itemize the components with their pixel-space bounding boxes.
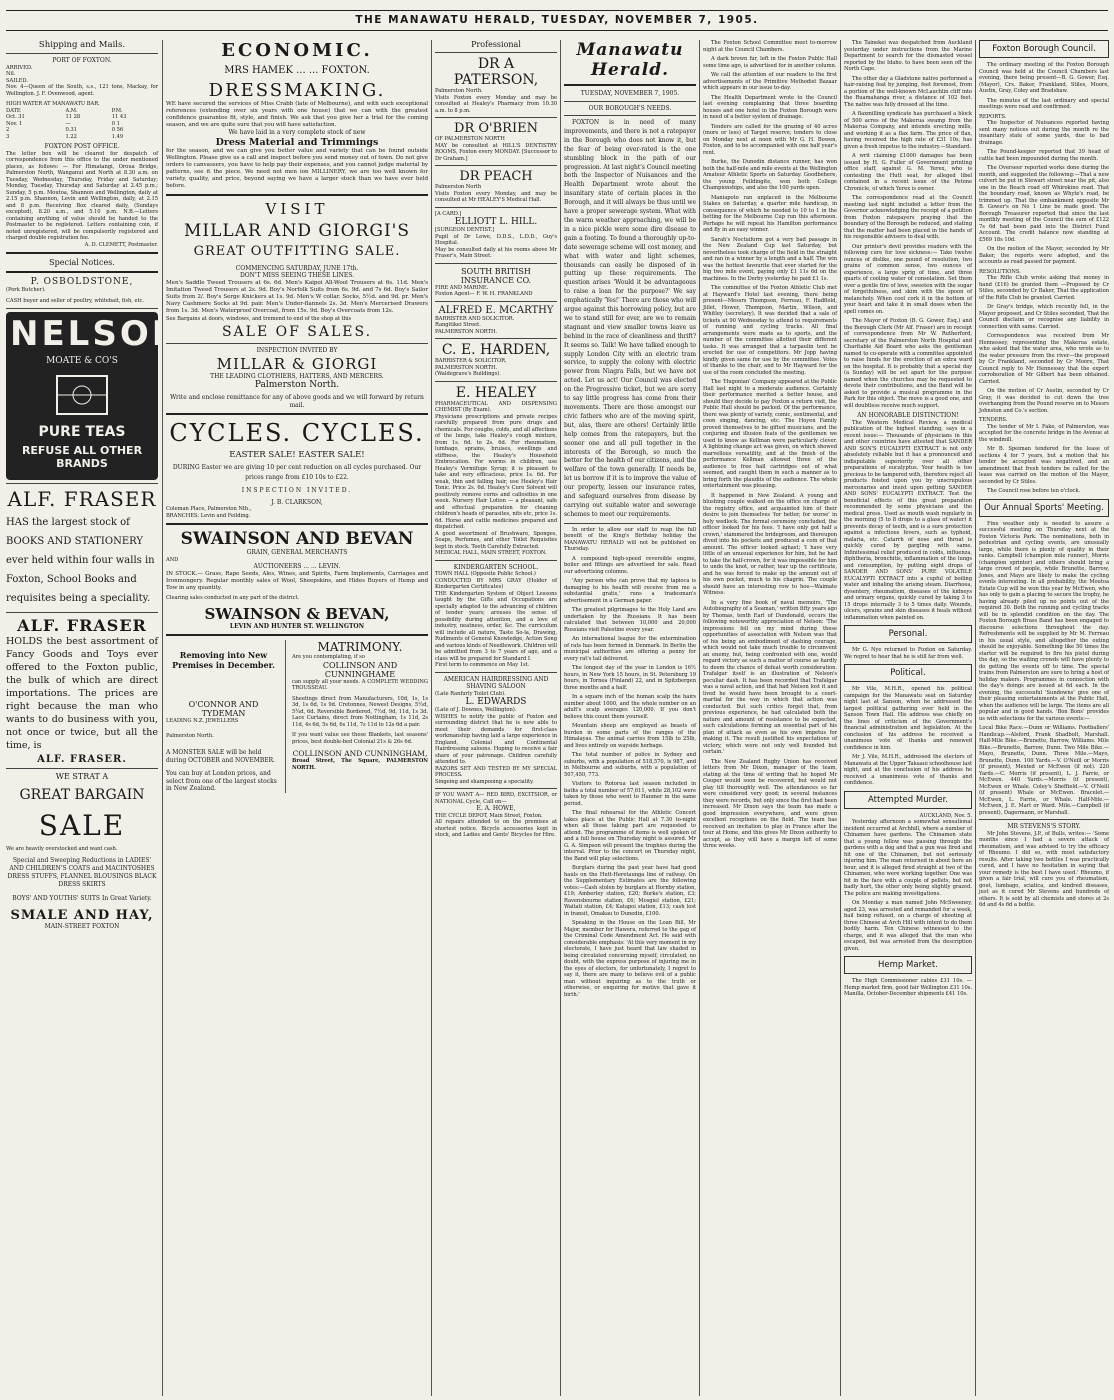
blankets-text: If you want value see these Blankets, last seasons' prices, best double-bed Colonial 21s & 26s 6d. [292, 732, 428, 745]
howe-name: E. A. HOWE, [476, 805, 516, 812]
masthead-bottom-rule [6, 30, 1108, 31]
sale-heading: SALE [38, 809, 126, 842]
news-item: Our printer's devil provides readers with the following cure for love sickness:— Take twelve ounces of dislike, one pound of resolution, two grains of common sense, two ounces of experience, a large sprig of time, and three quarts of cooling water of consolation. Set them over a gentle fire of love, sweeten with the sugar of forgetfulness, and skim with the spoon of melancholy. When cool cork it in the bottom of your heart and take it in small doses when the spell comes on. [844, 243, 972, 315]
tide-row [6, 134, 158, 141]
news-item: The Tainekei was despatched from Auckland yesterday under instructions from the Marine Department to search for the dismasted vessel reported by the Idaho. to have been seen off the North Cape. [844, 40, 972, 72]
tide-cell: 0 56 [111, 127, 124, 133]
obrien-text: MAY be consulted at HILL'S DENTISTRY ROOMS, Foxton every MONDAY. [Successor to Dr Graham.] [435, 142, 557, 162]
column-divider [840, 40, 841, 1396]
news-item: Mr J. Vile, M.H.R., addressed the electors of Manawatu at the Upper Takaaui schoolhouse last night, and at the conclusion of his address he received a unanimous vote of thanks and confidence. [844, 754, 972, 786]
town-hall: TOWN HALL (Opposite Public School.) [435, 571, 536, 577]
news-item: Mr Vile, M.H.R., opened his political campaign for the Manawatu seat on Saturday night last at Sanson, when he addressed the largest political gathering ever held in the Sanson Town Hall. His address was chiefly on the lines of criticism of the Government's financial administration and legislation. At the conclusion of his address he received a unanimous vote of thanks and renewed confidence in him. [844, 686, 972, 751]
column-divider [431, 40, 432, 1396]
news-item: The greatest pilgrimages to the Holy Land are undertaken by the Russians. It has been calculated that between 10,000 and 20,000 Russians visit Palestine every year. [564, 607, 696, 633]
boys-suits-text: BOYS' AND YOUTHS' SUITS In Great Variety. [12, 894, 152, 902]
news-item: Visitors to Rotorua last season included in baths a total number of 57,611, while 28,102 were taken by those who went to Hanmer in the same period. [564, 781, 696, 807]
news-item: In a square inch of the human scalp the hairs number about 1000, and the whole number on an adult's scalp averages 120,000. If you don't believe this count them yourself. [564, 694, 696, 720]
news-item: On the motion of Cr Austin, seconded by Cr Gray, it was decided to cut down the tree overhanging from the Pound reserve on to Messrs Johnston and Co.'s section. [979, 388, 1109, 414]
column-divider [560, 40, 561, 1396]
peach-name: DR PEACH [459, 169, 533, 184]
and-text: AND [166, 556, 179, 563]
news-item: 'Any person who can prove that my tapioca is damaging to his health will receive from me a substantial gratis,' runs a tradesman's advertisement in a German paper. [564, 578, 696, 604]
peach-text: Visits Foxton every Monday, and may be consulted at Mr HEALEY'S Medical Hall. [435, 190, 557, 203]
obrien-name: DR O'BRIEN [454, 121, 538, 136]
ranfurly: (Late Ranfurly Toilet Club). [435, 690, 506, 697]
edwards-name: L. EDWARDS [465, 697, 527, 707]
overstocked-text: We are heavily overstocked and want cash. [6, 846, 118, 852]
post-office-text: The letter box will be cleared for despatch of correspondence from this office to the under mentioned places, as follows: — For Himatangi, Oroua Bridge, Palmerston North, Wanganui and North at 8.30 a.m. on Tuesday, Wednesday, Thursday, Friday and Saturday; Monday, Tuesday, Thursday and Saturday at 2.45 p.m.; Sunday, 5 p.m. Moutoa, Shannon and Wellington, daily at 2.15 p.m. Shannon, Levin and Wellington, daily, at 2.15 and 8 p.m. Receiving Box cleared daily, (Sundays excepted), 8.20 a.m., and 5.10 p.m. N.B.—Letters containing anything of value should be handed to the Postmaster to be registered. Letters containing coin, if noted unregistered, will be compulsorily registered and charged double registration fee. [6, 150, 158, 241]
tide-cell: 11 43 [111, 114, 127, 120]
singeing-text: Singeing and shampooing a speciality. [435, 778, 534, 785]
news-item: A dark brown fur, left in the Foxton Public Hall some time ago, is advertised for in another column. [703, 56, 837, 69]
news-item: The Overseer reported works done during the month, and suggested the following:—That a new culvert be put in Stewart street near the pit, also one in the Beach road off Whirokino road. That the boundary road, known as Whyte's road, be trimmed up. That the embankment opposite Mr B. Gower's on No 1 Line be made good. The Borough Treasurer reported that since the last monthly meeting of the Council the sum of £122 7s 6d had been paid into the District Fund Account. The credit balance now standing at £569 18s 10d. [979, 165, 1109, 243]
shipping-title: Shipping and Mails. [38, 40, 126, 50]
clearing-sales: Clearing sales conducted in any part of the district. [166, 595, 300, 602]
waldegrave: (Waldegrave's Buildings). [435, 371, 501, 377]
kindergarten-conducted: CONDUCTED BY MRS GRAY (Holder of Kindergarten Certificates) [435, 577, 557, 590]
postmaster: A. D. CLEMETT, Postmaster. [84, 241, 158, 248]
post-office-heading: FOXTON POST OFFICE. [44, 143, 120, 150]
harden-title: BARRISTER & SOLICITOR, [435, 358, 507, 364]
card-label: [A CARD.] [435, 210, 462, 217]
mcarthy-name: ALFRED E. MCARTHY [438, 304, 554, 316]
news-item: It happened in New Zealand. A young and blushing couple walked on the office on charge of the registry office, and acquainted him of their desire to join themselves 'for better, for worse' in holy wedlock. The formal ceremony concluded, the officer looked for his fees. 'I have only got half a crown,' stammered the bridegroom, and thereupon dived into his pockets and produced a coin of that amount. The officer looked aghast; 'I have very little of an unusual experience for him, but he had to take the half-crown, for it was impossible for him to undo the knot, or rather, tear up the certificate, and he was forced to make up the amount out of his own pocket, much to his chagrin. The couple should have an interesting row to hoe—Waimate Witness. [703, 492, 837, 596]
harden-name: C. E. HARDEN, [441, 342, 551, 358]
arrived-value: Nil. [6, 71, 16, 77]
news-item: Mountain sheep are employed as beasts of burden in some parts of the ranges of the Himalayas. The animal carries from 15lb to 25lb, and lives entirely on wayside herbage. [564, 723, 696, 749]
first-term: First term to commence on May 1st. [435, 662, 530, 668]
news-item: Dr Gray's bridge, which recently fell, in the Mayor proposed, and Cr Stiles seconded, That the Council disclaim or recognise any liability in connection with same. Carried. [979, 304, 1109, 330]
fraser-books-text: HAS the largest stock of BOOKS AND STATIONERY ever held within four walls in Foxton, School Books and requisites being a speciality. [6, 517, 155, 604]
news-item: Sarah's Noctuiform got a very bad passage in the New Zealand Cup last Saturday, but nevertheless took charge of the field in the straight and ran in a winner by a length and a half. The win was the hottest favourite that ever started for the big two mile event, paying only £1 11s 6d on the machines. In the Derby yesterday he paid £1 1s. [703, 236, 837, 282]
news-item: The final rehearsal for the Athletic Concert takes place at the Public Hall at 7.30 to-night when all those taking part are requested to attend. The programme of items is well spoken of and a full house on Thursday night is assured. Mr G. A. Simpson will present the trophies during the interval. Prior to the concert on Thursday night, the Band will play selections. [564, 810, 696, 862]
news-item: The Foxton School Committee meet to-morrow night at the Council Chambers. [703, 40, 837, 53]
american-hairdressing: AMERICAN HAIRDRESSING AND SHAVING SALOON [443, 675, 549, 690]
rangitikei-street: Rangitikei Street. [435, 322, 481, 328]
news-item: The Pound-keeper reported that 39 head of cattle had been impounded during the month. [979, 149, 1109, 162]
news-item: The minutes of the last ordinary and special meetings were read and confirmed. [979, 97, 1109, 110]
nelson-pure-teas: PURE TEAS [38, 424, 126, 440]
collinson-name: COLLINSON AND CUNNINGHAME [322, 660, 398, 679]
bargains-text: See Bargains at doors, windows, and tremend to end of the shop at this [166, 315, 352, 322]
mcarthy-place: PALMERSTON NORTH. [435, 328, 498, 335]
column-divider [162, 40, 163, 1396]
tide-cell: — [65, 120, 71, 127]
sale-of-sales: SALE OF SALES. [221, 324, 373, 341]
cycles-heading: CYCLES. CYCLES. [169, 419, 425, 448]
connor-tydeman-name: O'CONNOR AND TYDEMAN [188, 700, 259, 719]
palmerston-north: Palmerston North. [254, 380, 340, 391]
repairs-text: All repairs attended to on the premises at shortest notice. Bicycle accessories kept in stock, and Ladies and Gents' Bicycles for Hire. [435, 819, 557, 838]
news-item: Speaking in the House on the Loan Bill, Mr Major, member for Hawera, referred to the gag of the Criminal Code Amendment Act. He said with considerable emphasis: 'At this very moment in my electorate, I have just heard that law shaded in being circulated concerning myself, circulated, no doubt, with the express purpose of injuring me in the eyes of electors, for unfortunately, I regret to say it, there are many to believe evil of a public man without inquiring as to the truth or otherwise, or enquiring for motive that gave it birth.' [564, 920, 696, 998]
leading-jewellers: LEADING N.Z. JEWELLERS [166, 718, 239, 725]
column-divider [975, 40, 976, 1396]
mcarthy-title: BARRISTER AND SOLICITOR. [435, 315, 515, 322]
column-council [979, 40, 1109, 1396]
news-item: The 'Hugonian' Company appeared at the Public Hall last night to a moderate audience. Certainly their performance merited a better house, and should they decide to pay Foxton a return visit, the Public Hall should be packed. Of the performance, there was plenty of variety, comic, sentimental, and coon singing, dancing, etc. The Hoyen Family proved themselves to be gifted musicians, and the conjuring and illusion feats of the gentlemen we used to know as Kellman were particularly clever. A lightning change act was given, on which showed marvellous versatility, and at the finish of the performance Kellman allowed three of the audience to free hall cartridges out of what seemed, and caught them in such a manner as to bring forth the plaudits of the audience. The whole entertainment was pleasing. [703, 379, 837, 489]
news-item: On the motion of the Mayor, seconded by Mr Baker, the reports were adopted, and the accounts as read passed for payment. [979, 246, 1109, 265]
news-item: The Mayor of Foxton (B. G. Gower, Esq.) and the Borough Clerk (Mr Alf. Fraser) are in receipt of correspondence from Mr W. Rutherford, secretary of the Palmerston North Hospital and Charitable Aid Board who asks the gentleman named to co-operate with a committee appointed to raise funds for the erection of an extra ward on the hospital. It is probably that a special day (a Sunday) will be set apart for the purpose named when the churches may be requested to devote their contributions, and the Band will be asked to provide a musical programme in the Park for this object. The move is a good one, and will doubtless receive much support. [844, 318, 972, 409]
fraser-third-title: ALF. FRASER. [37, 754, 127, 765]
news-item: A writ claiming £1000 damages has been issued by H. G. Fuller of Government printing office staff, against G. M. Yerex, who is contesting the Hutt seat, for alleged libel contained in a recent issue of the Petone Chronicle, of which Yerex is owner. [844, 153, 972, 192]
news-item: In a very fine book of naval memoirs, 'The Autobiography of a Seaman,' written fifty years ago by Thomas, tenth Earl of Dundonald, occurs the following noteworthy appreciation of Nelson: 'The impressions fell on my mind during these opportunities of association with Nelson was that of his being an embodiment of dashing courage, which would not take much trouble to circumvent an enemy, but, being confronted with one, would regard victory as such a matter of course as hardly to deem the chance of defeat worth consideration. Trafalgar itself is an illustration of Nelson's peculiar dash. It has been recorded that Trafalgar was a naval action, and that had Nelson lost it and lived he would have been brought to a court-martial for the way in which that action was conducted. But such critics forget that, from previous experience, he had calculated both the nature and amount of resistance to be expected, such calculations forming an essential part of his plan of attack as even as his own impetus for making it. The result justified his expectations of victory, which were not only well founded but certain.' [703, 599, 837, 755]
downes: (Late of J. Downes, Wellington). [435, 707, 517, 713]
tide-cell: 11 28 [65, 114, 81, 120]
clarkson-address: Coleman Place, Palmerston Nth., [166, 506, 252, 513]
news-item: The correspondence read at the Council meeting last night included a letter from the Governor acknowledging the receipt of a petition from Foxton ratepayers praying that the boundary of the Borough be reduced, and stating that the matter had been placed in the hands of his responsible advisers to deal with. [844, 195, 972, 240]
news-item: The tender of Mr I. Fake, of Palmerston, was accepted for the concrete bridge in the Avenue at the windmill. [979, 423, 1109, 443]
pupil-text: Pupil of Dr Lowe, D.D.S., L.D.D., Guy's Hospital. [435, 233, 557, 246]
we-strat: WE STRAT A [55, 772, 109, 781]
news-item: A flaxmilling syndicate has purchased a block of 500 acres of the Makerua swamp from the Makerua Company, and intends erecting mills, and working it as a flax farm. The price of flax, having received the high rate of £31 10s, has given a fresh impetus to the industry.—Standard. [844, 111, 972, 150]
inspection-invited: INSPECTION INVITED. [241, 487, 353, 495]
council-heading: Foxton Borough Council. [979, 40, 1109, 58]
column-professional [435, 40, 557, 1396]
paterson-place: Palmerston North. [435, 88, 483, 94]
millar-giorgis-heading: MILLAR AND GIORGI'S [183, 220, 410, 241]
kindergarten-heading: KINDERGARTEN SCHOOL. [453, 563, 539, 571]
great-outfitting-sale: GREAT OUTFITTING SALE. [193, 243, 401, 259]
tide-cell: 3 [6, 133, 10, 140]
auckland-dateline: AUCKLAND, Nov. 5. [919, 812, 972, 819]
sports-selections: Local Bike Race.—Dunn or Williams. Footballers' Handicap.—Alsford, Frank Shadbolt, Marshall. Half-Mile Bike.—Brunette, Barrow, Williams. Mile Bike.—Brunette, Barrow, Dunn. Two Mile Bike.—Mayo, Brunette, Dunn. Three Mile.—Mayo, Brunette, Dunn. 100 Yards.—V. O'Neill or Morris (if present), Mexted or McEwen (if not). 220 Yards.—C. Morris (if present), L. J. Farrie, or McEwen. 440 Yards.—Morris (if present), McEwen or Whale. Coley's Sheffield.—V. O'Neill (if present) Whale or McEwen. Bracelet.—McEwen, L. Farrie, or Whale. Half-Mile.—McEwen, J. E. Mart or Ward. Mile.—Campbell (if present), Dagermann, or Marshall. [979, 725, 1109, 816]
tide-header-cell: P.M. [111, 107, 123, 114]
news-item: An international league for the extermination of rats has been formed in Denmark. In Berlin the municipal authorities are offering a penny for every rat's tail delivered. [564, 636, 696, 662]
visit-heading: VISIT [265, 199, 329, 218]
column-divider [699, 40, 700, 1396]
tide-cell: 1.22 [65, 133, 77, 140]
news-item: The ordinary meeting of the Foxton Borough Council was held at the Council Chambers last evening, there being present—B. G. Gower, Esq. (Mayor), Crs. Baker, Frankland, Stiles, Moore, Austin, Gray, Coley and Bradshaw. [979, 62, 1109, 94]
healey-assortment: A good assortment of Brushware, Sponges, Soaps, Perfumes, and other Toilet Requisites kept in stock. Teeth Carefully Extracted. [435, 530, 557, 550]
removing-text: Removing into New Premises in December. [172, 650, 275, 671]
news-item: Mr B. Speiman tendered for the lease of sections 4 for 7 years, but a motion that his tender be accepted was negatived, and an amendment that fresh tenders be called for the lease was carried on the motion of the Mayor, seconded by Cr Stiles. [979, 446, 1109, 485]
in-stock-text: IN STOCK.— Grass, Rape Seeds, Ales, Wines, and Spirits, Farm Implements, Carriages and Ironmongery. Regular monthly sales of Wool, Sheepskins, and Hides Buyers of Hemp and Tow in any quantity. [166, 570, 428, 591]
broad-street: Broad Street, The Square, PALMERSTON NORTH. [292, 758, 428, 771]
news-item: The New Zealand Rugby Union has received letters from Mr Dixon, manager of the team, stating at the time of writing that he hoped Mr Cooper would soon be recovered, but would not play till thoroughly well. The attendances so far were considered very good; in several instances they were records, but only since the first had been increased. Mr Dixon says the team has made a good impression everywhere, and were given excellent receptions on the field. The team has received an invitation to play in France after the tour at Home, and this gives Mr Dixon authority to accept, as they will have a margin left of some three weeks. [703, 758, 837, 849]
economic-heading: ECONOMIC. [221, 40, 373, 61]
london-prices: You can buy at London prices, and select from one of the largest stocks in New Zealand. [166, 770, 277, 793]
inspection-invited-by: INSPECTION INVITED BY [256, 347, 338, 355]
news-item: Mr G. Nye returned to Foxton on Saturday. We regret to hear that he is still far from well. [844, 647, 972, 660]
reports-heading: REPORTS. [979, 113, 1007, 120]
masthead [0, 0, 1114, 36]
cycle-depot: THE CYCLE DEPOT, Main Street, Foxton. [435, 812, 543, 819]
tide-cell: 0 1 [111, 120, 120, 127]
tide-cell: 2 [6, 127, 10, 133]
sailed-heading: SAILED. [6, 77, 28, 84]
tide-cell: 0.31 [65, 127, 77, 133]
personal-heading: Personal. [844, 625, 972, 643]
nelson-moate: MOATE & CO'S [46, 356, 118, 366]
write-remittance: Write and enclose remittance for any of above goods and we will forward by return mail. [170, 394, 424, 409]
dont-miss: DON'T MISS SEEING THESE LINES. [239, 272, 355, 279]
stevens-heading: MR STEVENS'S STORY. [1007, 823, 1081, 830]
news-item: In order to allow our staff to reap the full benefit of the King's Birthday holiday the MANAWATU HERALD will not be published on Thursday. [564, 526, 696, 553]
professional-heading: Professional [471, 40, 521, 49]
hemp-market-heading: Hemp Market. [844, 956, 972, 974]
bottom-ads [166, 640, 428, 793]
cash-buyer-text: CASH buyer and seller of poultry, whitebait, fish, etc. [6, 297, 145, 304]
osboldstone-name: P. OSBOLDSTONE, [30, 277, 134, 287]
fraser-title: ALF. FRASER [7, 487, 157, 511]
column-editorial [564, 40, 696, 1396]
tide-cell: Oct. 31 [6, 114, 25, 120]
tide-table [6, 108, 158, 141]
razors-text: RAZORS SET AND TESTED BY MY SPECIAL PROCESS. [435, 765, 557, 778]
dressmaking-text: WE have secured the services of Miss Crabb (late of Melbourne), and with such exceptional references (extending over six years with one house) that we can with the greatest confidence guarantee fit, style, and finish. We ask that you give her a trial for the coming season, and we are quite sure that you will have satisfaction. [166, 101, 428, 128]
matrimony-heading: MATRIMONY. [317, 640, 403, 655]
dress-material-heading: Dress Material and Trimmings [215, 136, 379, 148]
nelson-tea-ad [6, 312, 184, 480]
commencing-saturday: COMMENCING SATURDAY, JUNE 17th. [235, 264, 359, 272]
fraser-second-title: ALF. FRASER [17, 616, 147, 635]
column-general-news [844, 40, 972, 1396]
grain-merchants: GRAIN, GENERAL MERCHANTS [246, 549, 348, 557]
main-street: MAIN-STREET FOXTON [44, 923, 120, 930]
paper-title: Manawatu Herald. [576, 40, 684, 80]
fire-marine: FIRE AND MARINE. [435, 284, 489, 291]
tide-header-cell: A.M. [65, 107, 78, 114]
tea-chest-icon [47, 370, 117, 420]
clarkson-branches: BRANCHES: Levin and Feilding. [166, 512, 251, 519]
news-item: The longest day of the year in London is 16½ hours, in New York 15 hours, in St. Petersburg 19 hours, in Tornea (Finland) 22, and in Spitzbergen three months and a half. [564, 665, 696, 691]
cycle-want: IF YOU WANT A— RED BIRD, EXCITSIOR, or NATIONAL Cycle, Call on— [435, 792, 557, 805]
news-item: We call the attention of our readers to the first advertisements of the Primitive Methodist Bazaar which appears in our issue to-day. [703, 72, 837, 91]
sports-heading: Our Annual Sports' Meeting. [979, 499, 1109, 517]
surgeon-dentist: [SURGEON DENTIST.] [435, 227, 495, 233]
leading-clothiers: THE LEADING CLOTHIERS, HATTERS, AND MERCERS. [210, 372, 384, 380]
news-item: The total number of police in Sydney and suburbs, with a population of 518,570, is 987, and in Melbourne and suburbs, with a population of 507,450, 773. [564, 752, 696, 778]
arrived-heading: ARRIVED. [6, 64, 33, 71]
tide-header-cell: DATE [6, 107, 21, 114]
easter-sale: EASTER SALE! EASTER SALE! [229, 450, 365, 461]
news-item: Mr John Stevens, J.P., of Bulls, writes:— 'Some months since I had a severe attack of rheumatism, and was advised to try the efficacy of Rheumo. I did so, with most satisfactory results. After taking two bottles I was practically cured, and I have no hesitation in saying that your remedy is the best I have used.' Rheumo, if given a fair trial, will cure you of rheumatism, gout, lumbago, sciatica, and kindred diseases, just as it cured Mr Stevens and hundreds of others. It is sold by all chemists and stores at 2s 6d and 4s 6d a bottle. [979, 830, 1109, 908]
column-advertisements [166, 40, 428, 1396]
borough-needs-heading: OUR BOROUGH'S NEEDS. [588, 104, 672, 112]
outfitting-lines: Men's Saddle Tweed Trousers at 6s. 6d. Men's Kaipoi All-Wool Trousers at 6s. 11d. Men's Imitation Tweed Trousers at 2s. 9d. Boy's Norfolk Suits from 6s. 9d. and 7s 6d. Boy's Sailor Suits from 2/. Boy's Serge Knickers at 1s. 9d. Men's W collar. Socks, 5½d. and 9d. pr. Men's Navy Cashmere Socks at 9d. pair. Men's Under-flannels 2s. 3d. Men's Mercerised Drawers from 1s. 3d. Men's Waterproof Overcoat, from 15s. 9d. Boy's Overcoats from 12s. [166, 279, 428, 315]
elliott-hill: ELLIOTT L. HILL. [454, 217, 538, 227]
news-item: The Council rose before ten o'clock. [987, 488, 1081, 494]
fraser-toys-text: HOLDS the best assortment of Fancy Goods and Toys ever offered to the Foxton public, the bulk of which are direct importations. The prices are right because the man who wants to do business with you, not once or twice, but all the time, is [6, 636, 158, 751]
medical-hall: MEDICAL HALL, MAIN STREET, FOXTON. [435, 550, 547, 556]
swainson-bevan-heading: SWAINSON AND BEVAN [180, 529, 414, 550]
masthead-top-rule [6, 10, 1108, 11]
column-shipping [6, 40, 184, 1396]
kindergarten-text: THE Kindergarten System of Object Lessons taught by the Gifts and Occupations are specially adapted to the advancing of children of tender years; arouses the sense of possibility during attention, and a love of industry, neatness, order, &c. The curriculum will include all nature, Taste So-la, Drawing, Rudiments of General Knowledge, Action Song and various kinds of Needlework. Children will be admitted from 3 to 7 years of age, and a class will be prepared for Standard I. [435, 590, 557, 662]
levin-wellington: LEVIN AND HUNTER ST. WELLINGTON [229, 622, 365, 630]
healey-name: E. HEALEY [455, 384, 537, 401]
millar-giorgi-name: MILLAR & GIORGI [216, 354, 378, 373]
editorial-text: FOXTON is in need of many improvements, and there is not a ratepayer in the Borough who does not know it, but the fear of being over-rated is the one stumbling block in the path of our progression. At last night's Council meeting both the Inspector of Nuisances and the Health Department wrote about the insanitary state of certain places in the Borough, and it will always be thus until we have a proper sewerage system. What with the warm weather approaching, we will be in a nice pickle were some dire disease to gain a footing. To found a thoroughly up-to-date sewerage scheme will cost money, and what with water and light schemes, thousands can easily be disposed of in putting up these requirements. The question arises 'Would it be advantageous to raise a loan for the purpose?' We say emphatically 'Yes!' There are those who will argue against this borrowing policy, but are we to stand still for ever, are we to remain stagnant and view smaller towns leave us behind in the race of cleanliness and thrift? It seems so. Talk! We have talked enough to supply London City with an electric tram service, to supply the colony with electric power from Niagra Falls, but we have not acted. Let us act! Our Council was elected on the Progressive ticket, but we are sorry to say little progress has come from their movements. There are those amongst our civic fathers who are of the moving spirit, but, alas, there are others! Certainly little help comes from the ratepayers, but the sooner one and all pull together in the interests of the Borough, so much the better for the health of our citizens, and the welfare of the town generally. If needs be, let us borrow if it is to improve the value of our property, lessen our insurance rates, and safeguard ourselves from disease by carrying out suitable water and sewerage schemes to meet our requirements. [564, 119, 696, 518]
consulted-text: May be consulted daily at his rooms above Mr Fraser's, Main Street. [435, 246, 557, 259]
easter-text: DURING Easter we are giving 10 per cent reduction on all cycles purchased. Our prices range from £10 10s to £22. [172, 464, 422, 482]
swainson-bevan-name: SWAINSON & BEVAN, [204, 604, 390, 623]
dressmaking-heading: DRESSMAKING. [208, 80, 386, 101]
special-reductions-text: Special and Sweeping Reductions in LADIES' AND CHILDREN'S COATS and MACINTOSHES DRESS STUFFS, FLANNEL BLOUSINGS BLACK DRESS SKIRTS [7, 856, 157, 888]
news-item: The committee of the Foxton Athletic Club met at Hayward's Hotel last evening, there being present—Messrs Thompson, Ferreau, F. Hadfield, Jillet, Hower, Thompson, Martin, Wilson, and Whitley (secretary). It was decided that a sale of tickets at 90 Wednesday to attend to requirements of running and cycling tracks. All final arrangements were made as to sports, and the number of the committee allotted their different tasks. It was arranged that a tarpaulin tent be erected for use of competitors. Mr Jopp having kindly given same for use by the committee. Votes of thanks to the chair, and to Mr Hayward for the use of the room concluded the meeting. [703, 285, 837, 376]
we-have-laid: We have laid in a very complete stock of new [228, 129, 366, 136]
sheetings-text: Sheetings direct from Manufacturers, 10d, 1s, 1s 3d, 1s 6d, 1s 9d. Cretonnes, Newest Designs, 5½d, 5¾d, 6d. Reversible Bordered, 7½d, 9d, 11d, 1s 3d. Lace Curtains, direct from Nottingham, 1s 11d, 2s 11d, 4s 6d, 5s 6d, 6s 11d, 7s 11d to 12s 6d a pair. [292, 695, 428, 728]
paterson-name: DR A PATERSON, [453, 56, 539, 88]
tide-cell: 1.49 [111, 133, 124, 140]
news-item: Correspondence was received from Mr Hennessey, representing the Makerua estate, who asked that the water area, who wrote as to the water pressure from the river—the proposed by Cr Frankland, seconded by Cr Moore, That Council reply to Mr Hennessey that the expert corroboration of Mr Gilbert has been obtained. Carried. [979, 333, 1109, 385]
supply-needs: can supply all your needs. A COMPLETE WEDDING TROUSSEAU. [292, 678, 428, 692]
matrimony-ad [292, 640, 428, 793]
tenders-heading: TENDERS. [979, 417, 1008, 423]
honorable-distinction: AN HONORABLE DISTINCTION! [857, 412, 959, 419]
resolutions-heading: RESOLUTIONS. [979, 268, 1021, 275]
auctioneers-levin: AUCTIONEERS ... ... LEVIN. [253, 563, 341, 571]
monster-sale: A MONSTER SALE will be held during OCTOBER and NOVEMBER. [166, 749, 276, 764]
south-british-heading: SOUTH BRITISH INSURANCE CO. [460, 266, 532, 285]
collinson-cunningham: COLLINSON AND CUNNINGHAM, [292, 749, 428, 759]
news-item: On Monday a man named John McSweeney, aged 23, was arrested and remanded for a week, bail being refused, on a charge of shooting at three Chinese at Arch Hill with intent to do them bodily harm. Ten Chinese witnessed to the charge, and it was alleged that the man who escaped, but was arrested from the description given. [844, 900, 972, 952]
news-item: The High Commissioner cables £31 10s. —Hemp market firm, good fair Wellington £31 10s. Manilla, October-December shipments £41 10s. [844, 978, 972, 997]
news-item: The Inspector of Nuisances reported having sent many notices out during the month re the insanitary state of some yards, due to bad drainage. [979, 120, 1109, 146]
wishes-text: WISHES to notify the public of Foxton and surrounding district that he is now able to meet their demands for first-class workmanship having laid a large experience in England, Colonial and Continental Hairdressing saloons. Hoping to receive a fair share of your patronage. Children carefully attended to. [435, 713, 557, 765]
special-notices-heading: Special Notices. [49, 258, 115, 267]
news-item: Burglars during the past year have had good hauls on the Hutt-Heretaunga line of railway. On the Supplementary Estimates are the following votes:—Cash stolen by burglars at Hornby station, £19; Amberley station, £20; Burke's station, £3; Ravensbourne station, £6; Mosgiel station, £21; Waitati station, £4; Katapoi station, £13; cash lost in transit, Omakau to Dunedin, £100. [564, 865, 696, 917]
news-item: A compound high-speed reversible engine, boiler and fittings are advertised for sale. Read our advertising columns. [564, 555, 696, 575]
news-item: Yesterday afternoon a somewhat sensational incident occurred at Archhill, where a number of Chinamen have gardens. The Chinamen state that a young fellow was passing through the gardens with a dog and that a gun was fired and hit one of the Chinamen, but not seriously injuring him. The man returned in about here an hour, and it is alleged fired straight at two of the Chinamen, who were working together. One was hit in the face with a couple of pellets, but not badly hurt, the other only being slightly grazed. The police are making investigations. [844, 819, 972, 897]
healey-chemist: PHARMACEUTICAL AND DISPENSING CHEMIST (By Exam). [435, 400, 557, 413]
foxton-agent: Foxton Agent— F. W. H. FRANKLAND [435, 291, 533, 297]
news-item: The other day a Gladstone native performed a hair-raising feat by jumping, feet foremost, from a portion of the well-known McLauchlin cliff into the Ruamahanga river, a distance of 102 feet. The native was fully dressed at the time. [844, 75, 972, 108]
port-heading: PORT OF FOXTON. [52, 57, 112, 64]
tide-cell: Nov. 1 [6, 120, 23, 127]
masthead-title: THE MANAWATU HERALD, TUESDAY, NOVEMBER 7, 1905. [355, 14, 759, 26]
clarkson-name: J. B. CLARKSON, [271, 498, 323, 506]
news-item: Burke, the Dunedin distance runner, has won both the half-mile and mile events at the Wellington Amateur Athletic Sports on Saturday. Goodbehere, the young Feildingite, won both College Championships, and also the 100 yards open. [703, 159, 837, 191]
connor-tydeman-ad [166, 640, 286, 793]
contemplating: Are you contemplating, if so [292, 654, 365, 661]
nelson-name: NELSON [10, 314, 184, 354]
political-heading: Political. [844, 664, 972, 682]
news-item: Fine weather only is needed to assure a successful meeting on Thursday next at the Foxton Victoria Park. The nominations, both in pedestrian and cycling events, are unusually large, while there is plenty of quality in their ranks. Campbell (champion mile runner), Morris (champion sprinter) and others should bring a large crowd of people, while Brunette, Barrow, Jones, and Mayo are likely to make the cycling events interesting. In all probability, the Moutoa Estate Cup will be won this year by McEwen, who has only to gain a placing to secure the trophy, he having already piled up no points out of the required 30. Both the running and cycling tracks will be in splendid condition on the day. The Foxton Borough Brass Band has been engaged to discourse selections throughout the day. Refreshments will be supplied by Mr M. Ferreau in his usual style, and altogether the outing should be enjoyable. Something like 50 times the starter will be required to fire his pistol during the day, so the waiting crowds will have plenty to do getting the events off to time. The special trains from Palmerston are sure to bring a host of holiday makers. Programmes in connection with the day's doings are issued at 6d each. In the evening, the successful 'Sundowns' give one of their pleasing entertainments at the Public Hall, when the audience will be large. The items are all popular and in good hands. 'Bon Bons' provides us with selections for the various events:— [979, 520, 1109, 722]
smale-hay: SMALE AND HAY, [10, 908, 154, 923]
news-item: The Health Department wrote to the Council last evening complaining that three boarding houses and one hotel in the Foxton Borough were in need of a better system of drainage. [703, 94, 837, 120]
attempted-murder-heading: Attempted Murder. [844, 791, 972, 809]
mrs-hamek: MRS HAMEK ... ... FOXTON. [224, 65, 370, 76]
high-water-heading: HIGH WATER AT MANAWATU BAR. [6, 101, 100, 107]
news-item: The Rifle Club wrote asking that money in hand (£16) be granted them —Proposed by Cr Stiles, seconded by Cr Baker, That the application of the Rifle Club be granted. Carried. [979, 275, 1109, 301]
paterson-text: Visits Foxton every Monday and may be consulted at Healey's Pharmacy from 10.30 a.m. to 8 p.m. [435, 94, 557, 114]
news-item: The Western Medical Review, a medical publication of the highest standing, says in a recent issue:— Thousands of physicians in this and other countries have attested that SANDER AND SON'S EUCALYPTI EXTRACT is not only absolutely reliable but it has a pronounced and indisputable superiority over all other preparations of eucalyptus. Your health is too precious to be tampered with, therefore reject all products foisted upon you by unscrupulous mercenaries and insist upon getting SANDER AND SONS' EUCALYPTI EXTRACT. Test the beneficial effects of this great preparation recommended by some physicians and the medical press. Used as mouth wash regularly in the morning (5 to 8 drops to a glass of water) it prevents decay of teeth, and is a sure protection against a infectious fevers, such as typhoid, malaria, etc. Catarrh of nose and throat is quickly cured by gargling with same. Infinitessimal relief produced in colds, influenza, diphtheria, bronchitis, inflammation of the lungs and consumption, by putting eight drops of SANDER AND SONS' PURE VOLATILE EUCALYPTI EXTRACT into a cupful of boiling water and inhaling the arising steam. Diarrhoea, dysentery, rheumatism, diseases of the kidneys and urinary organs, quickly cured by taking 3 to 15 drops internally 3 to 5 times daily. Wounds, ulcers, sprains and skin diseases it heals without inflammation when painted on. [844, 419, 973, 621]
news-item: Tenders are called for the grazing of 40 acres (more or less) of Target reserve; tenders to close on Monday next at noon with Mr G. H. Bowen, Foxton, and to be accompanied with one half year's rent. [703, 123, 837, 156]
sailed-text: Nov. 4—Queen of the South, s.s., 121 tons, Mackay, for Wellington. J. F. Ovenwood, agent. [6, 84, 158, 97]
dress-material-text: for the season, and we can give you better value and variety that can be found outside Wellington. Please give us a call and inspect before you send money out of town. Do not give orders to canvassers, you have to help pay their expenses, and you cannot judge material by patterns, see it the piece. We need not men ion MILLINERY, we are too well known for variety, quality, and price, beyond saying we have a larger stock than we have ever held before. [166, 147, 428, 189]
peach-place: Palmerston North [435, 184, 482, 190]
column-local-news [703, 40, 837, 1396]
news-item: Maniapoto ran unplaced in the Melbourne Stakes on Saturday, a quarter mile handicap, in consequence of which he needed to 10 to 1 in the betting for the Melbourne Cup run this afternoon. Perhaps he will repeat his Hamilton performance and fly in an easy winner. [703, 194, 837, 233]
nelson-refuse: REFUSE ALL OTHER BRANDS [21, 444, 143, 470]
harden-place: PALMERSTON NORTH. [435, 364, 498, 371]
paper-date: TUESDAY, NOVEMBER 7, 1905. [580, 90, 680, 97]
great-bargain: GREAT BARGAIN [19, 787, 145, 803]
osboldstone-sub: (Pork Butcher). [6, 287, 46, 293]
palmerston-north-2: Palmerston North. [166, 732, 214, 739]
healey-text: Physicians prescriptions and private recipes carefully prepared from pure drugs and chemicals. For coughs, colds, and all affections of the lungs, take Healey's cough mixture, from 1s. 6d. to 2s. 6d. For rheumatism, lumbago, sprains, bruises, swellings and stiffness, the Healey's Household Embrocation. For worms in children, use Healey's Vermifuge Syrup; it is pleasant to take and very efficacious, price 1s. 6d. For weak, thin and falling hair, use Healey's Hair Tonic. Price 2s. 6d. Healey's Cure Solvent will positively remove corns and callosities in one week. Nursery Hair Lotion — a pleasant, safe and effectual preparation for cleaning children's heads of parasites, nits etc, price 1s. 6d. Horse and cattle medicines prepared and dispatched. [435, 413, 557, 530]
obrien-place: OF PALMERSTON NORTH [435, 136, 505, 142]
